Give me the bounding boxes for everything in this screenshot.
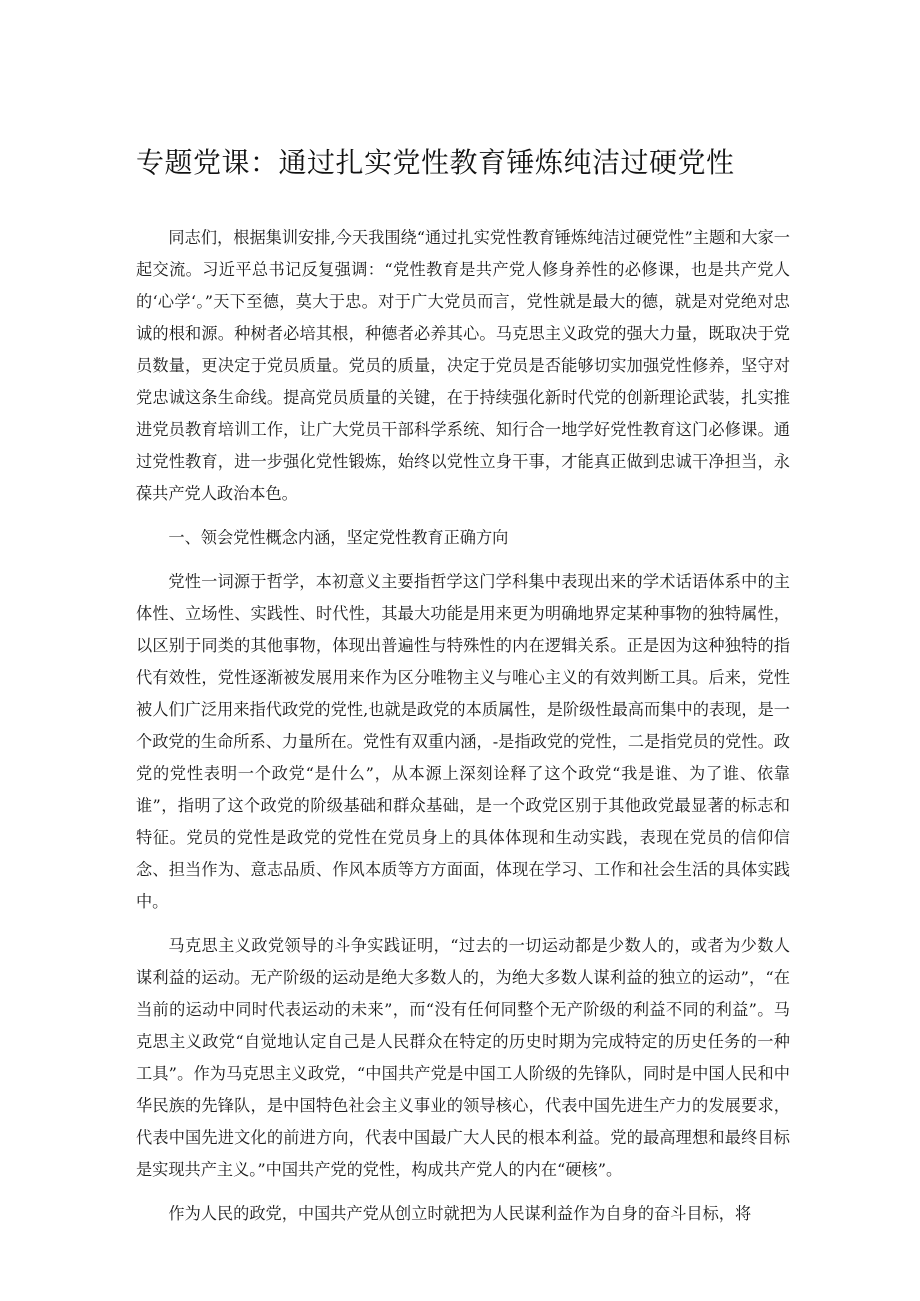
body-paragraph: 党性一词源于哲学，本初意义主要指哲学这门学科集中表现出来的学术话语体系中的主体性、立场性、实践性、时代性，其最大功能是用来更为明确地界定某种事物的独特属性，以区别于同类的其他事物，体现出普遍性与特殊性的内在逻辑关系。正是因为这种独特的指代有效性，党性逐渐被发展用来作为区分唯物主义与唯心主义的有效判断工具。后来，党性被人们广泛用来指代政党的党性,也就是政党的本质属性，是阶级性最高而集中的表现，是一个政党的生命所系、力量所在。党性有双重内涵，-是指政党的党性，二是指党员的党性。政党的党性表明一个政党“是什么”，从本源上深刻诠释了这个政党“我是谁、为了谁、依靠谁”，指明了这个政党的阶级基础和群众基础，是一个政党区别于其他政党最显著的标志和特征。党员的党性是政党的党性在党员身上的具体体现和生动实践，表现在党员的信仰信念、担当作为、意志品质、作风本质等方方面面，体现在学习、工作和社会生活的具体实践中。 [136, 572, 790, 911]
intro-paragraph: 同志们，根据集训安排,今天我围绕“通过扎实党性教育锤炼纯洁过硬党性”主题和大家一起交流。习近平总书记反复强调：“党性教育是共产党人修身养性的必修课，也是共产党人的‘心学‘。”天下至德，莫大于忠。对于广大党员而言，党性就是最大的德，就是对党绝对忠诚的根和源。种树者必培其根，种德者必养其心。马克思主义政党的强大力量，既取决于党员数量，更决定于党员质量。党员的质量，决定于党员是否能够切实加强党性修养，坚守对党忠诚这条生命线。提高党员质量的关键，在于持续强化新时代党的创新理论武装，扎实推进党员教育培训工作，让广大党员干部科学系统、知行合一地学好党性教育这门必修课。通过党性教育，进一步强化党性锻炼，始终以党性立身干事，才能真正做到忠诚干净担当，永葆共产党人政治本色。 [136, 228, 790, 503]
section-heading-1: 一、领会党性概念内涵，坚定党性教育正确方向 [168, 528, 509, 547]
document-body [136, 222, 790, 1230]
document-title: 专题党课：通过扎实党性教育锤炼纯洁过硬党性 [136, 146, 735, 179]
body-paragraph-truncated: 作为人民的政党，中国共产党从创立时就把为人民谋利益作为自身的奋斗目标，将 [168, 1204, 752, 1223]
body-paragraph: 马克思主义政党领导的斗争实践证明，“过去的一切运动都是少数人的，或者为少数人谋利益的运动。无产阶级的运动是绝大多数人的，为绝大多数人谋利益的独立的运动”，“在当前的运动中同时代表运动的未来”，而“没有任何同整个无产阶级的利益不同的利益”。马克思主义政党“自觉地认定自己是人民群众在特定的历史时期为完成特定的历史任务的一种工具”。作为马克思主义政党，“中国共产党是中国工人阶级的先锋队，同时是中国人民和中华民族的先锋队，是中国特色社会主义事业的领导核心，代表中国先进生产力的发展要求，代表中国先进文化的前进方向，代表中国最广大人民的根本利益。党的最高理想和最终目标是实现共产主义。”中国共产党的党性，构成共产党人的内在“硬核”。 [136, 936, 790, 1179]
